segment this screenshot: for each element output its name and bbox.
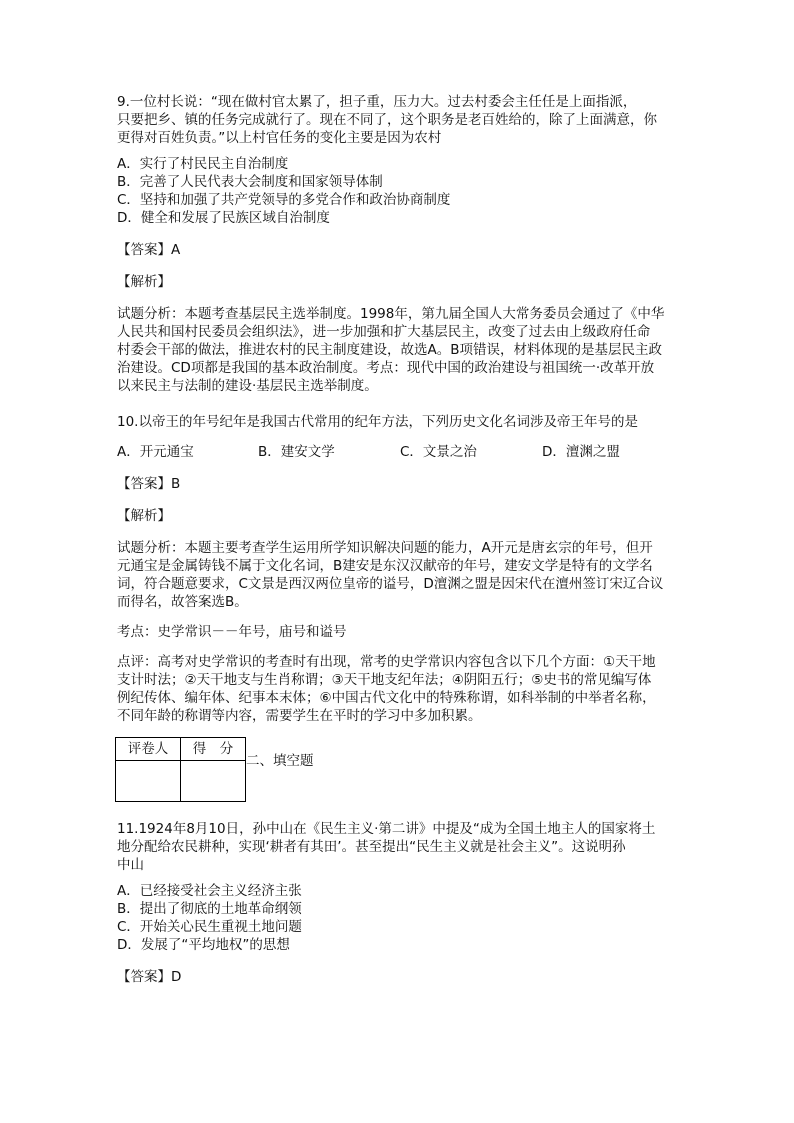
q10-dianping-line: 支计时法；②天干地支与生肖称谓；③天干地支纪年法；④阴阳五行；⑤史书的常见编写体 xyxy=(117,672,652,688)
q10-dianping xyxy=(117,653,677,725)
section-title: 二、填空题 xyxy=(246,753,314,769)
q9-analysis-line: 治建设。CD项都是我国的基本政治制度。考点：现代中国的政治建设与祖国统一·改革开放 xyxy=(117,360,655,376)
reviewer-header: 评卷人 xyxy=(116,738,181,761)
q10-answer: 【答案】B xyxy=(117,476,181,492)
q10-dianping-line: 点评：高考对史学常识的考查时有出现，常考的史学常识内容包含以下几个方面：①天干地 xyxy=(117,654,656,670)
q9-stem-line: 9.一位村长说：“现在做村官太累了，担子重，压力大。过去村委会主任任是上面指派， xyxy=(117,94,637,110)
q11-stem-line: 地分配给农民耕种，实现‘耕者有其田’。甚至提出“民生主义就是社会主义”。这说明孙 xyxy=(117,839,626,855)
q10-options xyxy=(117,443,677,461)
q9-analysis-line: 试题分析：本题考查基层民主选举制度。1998年，第九届全国人大常务委员会通过了《中华 xyxy=(117,306,665,322)
q10-dianping-line: 不同年龄的称谓等内容，需要学生在平时的学习中多加积累。 xyxy=(117,708,482,724)
q10-option-a: A．开元通宝 xyxy=(117,444,194,460)
score-block xyxy=(115,737,677,802)
q10-dianping-line: 例纪传体、编年体、纪事本末体；⑥中国古代文化中的特殊称谓，如科举制的中举者名称， xyxy=(117,690,656,706)
q9-options xyxy=(117,155,677,227)
q10-option-d: D．澶渊之盟 xyxy=(542,444,620,460)
q10-analysis-line: 词，符合题意要求，C文景是西汉两位皇帝的谥号，D澶渊之盟是因宋代在澶州签订宋辽合议 xyxy=(117,576,664,592)
q11-option-b: B．提出了彻底的土地革命纲领 xyxy=(117,901,302,917)
q11-stem-line: 11.1924年8月10日，孙中山在《民生主义·第二讲》中提及“成为全国土地主人的国家将土 xyxy=(117,821,656,837)
q9-stem-line: 只要把乡、镇的任务完成就行了。现在不同了，这个职务是老百姓给的，除了上面满意，你 xyxy=(117,112,657,128)
q10-analysis xyxy=(117,539,677,611)
q9-option-d: D．健全和发展了民族区域自治制度 xyxy=(117,210,330,226)
q9-option-c: C．坚持和加强了共产党领导的多党合作和政治协商制度 xyxy=(117,192,451,208)
q10-option-b: B．建安文学 xyxy=(258,444,335,460)
q9-analysis xyxy=(117,305,677,395)
q11-option-d: D．发展了“平均地权”的思想 xyxy=(117,937,290,953)
q10-kaodian: 考点：史学常识－－年号，庙号和谥号 xyxy=(117,624,347,640)
q9-stem xyxy=(117,93,677,147)
q10-analysis-label: 【解析】 xyxy=(117,508,171,524)
q10-analysis-line: 而得名，故答案选B。 xyxy=(117,594,248,610)
score-table xyxy=(115,737,246,802)
score-header: 得 分 xyxy=(181,738,246,761)
q11-option-a: A．已经接受社会主义经济主张 xyxy=(117,883,302,899)
q11-stem xyxy=(117,820,677,874)
q10-option-c: C．文景之治 xyxy=(400,444,477,460)
q9-answer: 【答案】A xyxy=(117,242,181,258)
q10-analysis-line: 元通宝是金属铸钱不属于文化名词，B建安是东汉汉献帝的年号，建安文学是特有的文学名 xyxy=(117,558,653,574)
reviewer-cell[interactable] xyxy=(116,761,181,802)
document-page xyxy=(117,93,677,1000)
q10-analysis-line: 试题分析：本题主要考查学生运用所学知识解决问题的能力，A开元是唐玄宗的年号，但开 xyxy=(117,540,653,556)
q11-answer: 【答案】D xyxy=(117,969,182,985)
q11-option-c: C．开始关心民生重视土地问题 xyxy=(117,919,302,935)
q9-option-a: A．实行了村民民主自治制度 xyxy=(117,156,289,172)
q10-stem: 10.以帝王的年号纪年是我国古代常用的纪年方法，下列历史文化名词涉及帝王年号的是 xyxy=(117,414,638,430)
q9-option-b: B．完善了人民代表大会制度和国家领导体制 xyxy=(117,174,383,190)
q11-stem-line: 中山 xyxy=(117,857,144,873)
q9-analysis-line: 以来民主与法制的建设·基层民主选举制度。 xyxy=(117,378,378,394)
q9-analysis-label: 【解析】 xyxy=(117,274,171,290)
q11-options xyxy=(117,882,677,954)
q9-analysis-line: 村委会干部的做法，推进农村的民主制度建设，故选A。B项错误，材料体现的是基层民主政 xyxy=(117,342,662,358)
score-cell[interactable] xyxy=(181,761,246,802)
q9-stem-line: 更得对百姓负责。”以上村官任务的变化主要是因为农村 xyxy=(117,130,442,146)
q9-analysis-line: 人民共和国村民委员会组织法》，进一步加强和扩大基层民主，改变了过去由上级政府任命 xyxy=(117,324,651,340)
